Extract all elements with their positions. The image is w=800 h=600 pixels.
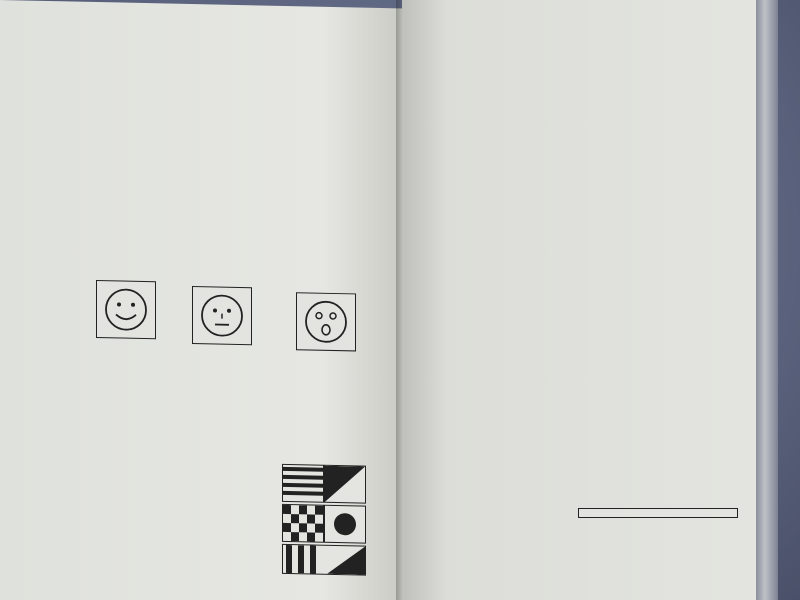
smiling-face-image — [96, 280, 156, 339]
vertical-stripes-icon — [283, 545, 365, 575]
circle-image — [324, 505, 366, 544]
contrast-caption — [288, 576, 368, 578]
page-block-edge — [756, 0, 778, 600]
checkerboard-icon — [283, 505, 323, 542]
vertical-stripes-image — [282, 544, 366, 576]
left-para-face — [58, 169, 388, 176]
surprised-face-image — [296, 292, 356, 351]
diagonal-split-icon — [325, 466, 365, 503]
surprised-face-icon — [297, 293, 355, 350]
smiling-face-icon — [97, 281, 155, 338]
checkerboard-image — [282, 504, 324, 543]
diagonal-flag-image — [324, 465, 366, 504]
left-para-contrast — [58, 453, 270, 457]
right-page — [402, 0, 778, 600]
neutral-face-icon — [193, 287, 251, 344]
specialists-note-box — [578, 508, 738, 518]
left-para-stimulate — [58, 376, 388, 383]
stripes-flag-image — [282, 464, 324, 503]
black-circle-icon — [325, 506, 365, 543]
horizontal-stripes-icon — [283, 465, 323, 502]
neutral-face-image — [192, 286, 252, 345]
left-heading-face — [88, 148, 398, 154]
